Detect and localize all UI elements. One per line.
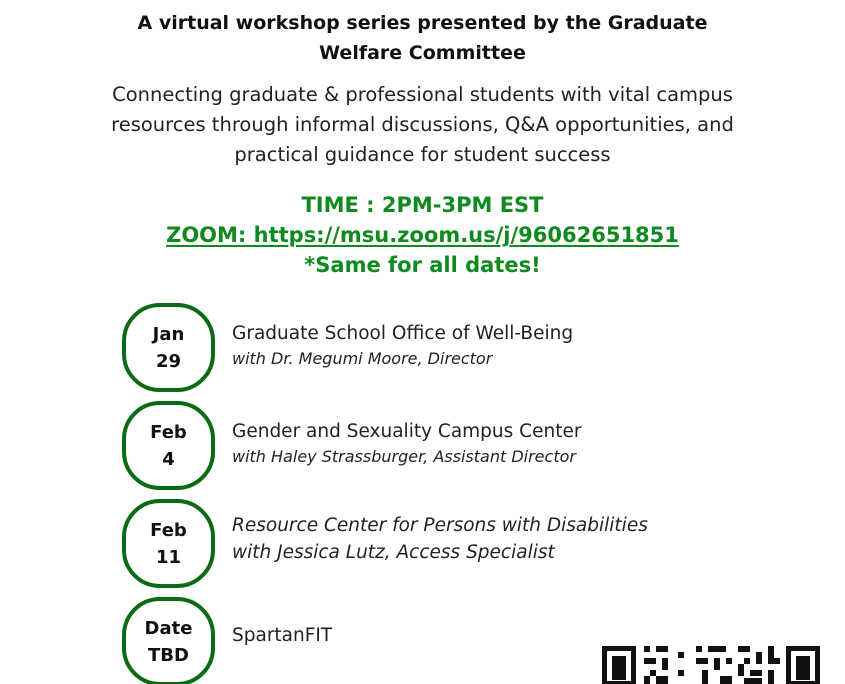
meeting-time: TIME : 2PM-3PM EST [301,193,544,217]
qr-code [600,643,822,684]
date-month: Date [144,617,193,639]
date-month: Feb [150,421,187,443]
session-details [232,321,752,371]
meeting-info [0,190,845,280]
session-presenter: with Dr. Megumi Moore, Director [232,349,493,368]
date-badge [122,499,215,588]
series-subtitle [0,8,845,68]
description-line: practical guidance for student success [234,143,611,166]
session-presenter: with Haley Strassburger, Assistant Director [232,447,576,466]
session-title: SpartanFIT [232,625,333,646]
date-badge [122,597,215,684]
header [0,8,845,170]
date-day: 4 [162,448,175,470]
session-title: Resource Center for Persons with Disabilities [232,515,648,536]
session-details [232,513,752,567]
series-description [0,80,845,170]
date-day: 29 [155,350,182,372]
description-line: Connecting graduate & professional students with vital campus [112,83,733,106]
same-dates-note: *Same for all dates! [304,253,541,277]
qr-code-image [600,643,822,684]
session-details [232,419,752,469]
date-month: Jan [152,323,185,345]
subtitle-line: Welfare Committee [319,42,526,64]
date-badge [122,401,215,490]
session-title: Graduate School Office of Well-Being [232,323,574,344]
date-day: TBD [148,644,189,666]
session-title: Gender and Sexuality Campus Center [232,421,582,442]
date-badge [122,303,215,392]
description-line: resources through informal discussions, Q&A opportunities, and [111,113,734,136]
date-day: 11 [155,546,182,568]
date-month: Feb [150,519,187,541]
session-presenter: with Jessica Lutz, Access Specialist [232,542,555,563]
subtitle-line: A virtual workshop series presented by the Graduate [137,12,708,34]
zoom-link[interactable]: ZOOM: https://msu.zoom.us/j/96062651851 [166,223,679,247]
